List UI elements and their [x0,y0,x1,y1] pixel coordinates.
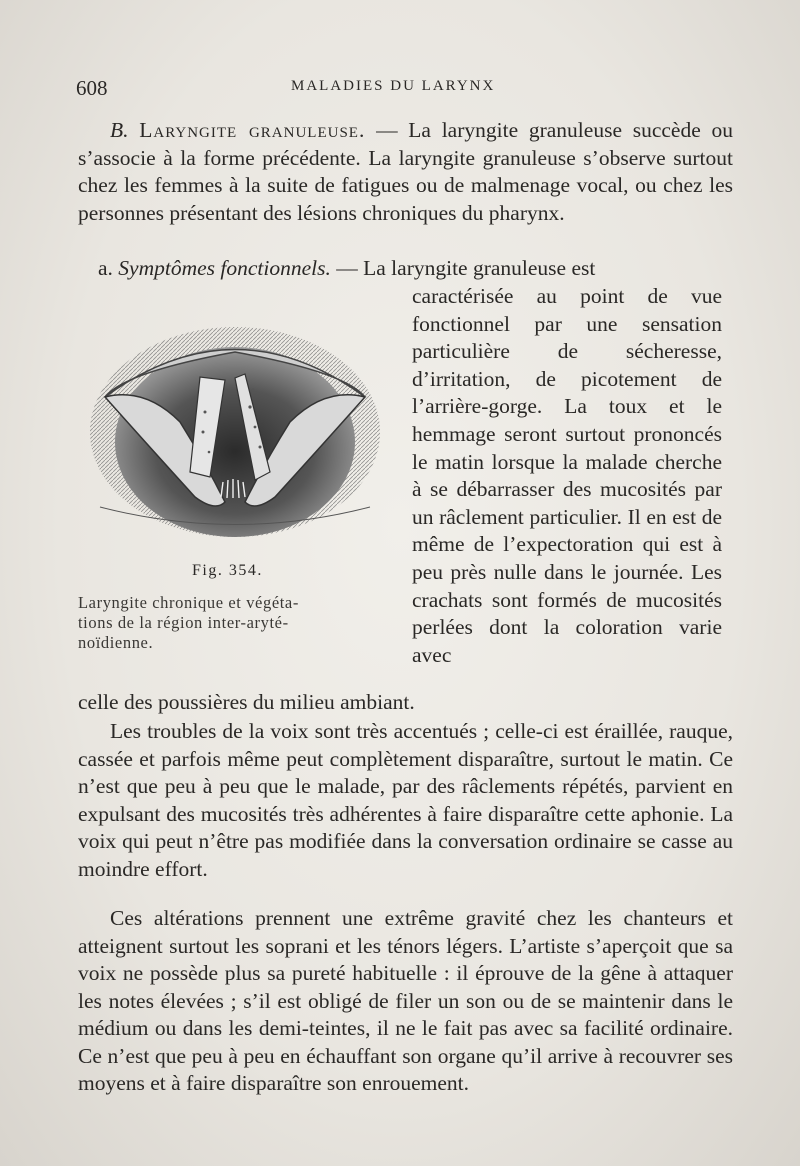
caption-line: tions de la région inter-aryté- [78,613,289,632]
larynx-illustration [85,312,385,547]
figure-number: Fig. 354. [192,562,263,579]
caption-line: noïdienne. [78,633,154,652]
subsection-heading-line [98,255,734,283]
page-header [76,76,736,102]
subsection-title: Symptômes fonctionnels. [118,256,331,280]
body-paragraph: Ces altérations prennent une extrême gravité chez les chanteurs et atteignent surtout les soprani et les ténors légers. L’artiste s’aperçoit que sa voix ne possède plus sa pureté habituelle : il éprouve de la gêne à attaquer les notes élevées ; s’il est obligé de filer un son ou de se maintenir dans le médium ou dans les demi-teintes, il ne le fait pas avec sa facilité ordinaire. Ce n’est que peu à peu en échauffant son organe qu’il arrive à recouvrer ses moyens et à faire disparaître son enrouement. [78,906,733,1095]
section-text: — La laryngite granuleuse succède ou s’associe à la forme précédente. La laryngite granuleuse s’observe surtout chez les femmes à la suite de fatigues ou de malmenage vocal, ou chez les personnes présentant des lésions chroniques du pharynx. [78,118,733,225]
subsection-letter: a. [98,256,113,280]
subsection-column-text: caractérisée au point de vue fonctionnel par une sensation particulière de sécheresse, d’irritation, de picotement de l’arrière-gorge. La toux et le hemmage seront surtout prononcés le matin lorsque la malade cherche à se débarrasser des mucosités par un râclement particulier. Il en est de même de l’expectoration qui est à peu près nulle dans le journée. Les crachats sont formés de mucosités perlées dont la coloration varie avec [412,284,722,667]
page-number: 608 [76,76,108,100]
figure-caption [78,593,396,653]
caption-line: Laryngite chronique et végéta- [78,593,299,612]
section-paragraph [78,117,733,227]
section-letter: B. [110,118,129,142]
subsection-text-continued: celle des poussières du milieu ambiant. [78,690,415,714]
section-title: Laryngite granuleuse. [139,118,366,142]
subsection-text-first: — La laryngite granuleuse est [330,256,596,280]
body-paragraph: Les troubles de la voix sont très accentués ; celle-ci est éraillée, rauque, cassée et parfois même peut complètement disparaître, surtout le matin. Ce n’est que peu à peu que le malade, par des râclements répétés, parvient en expulsant des mucosités très adhérentes à faire disparaître cette aphonie. La voix qui peut n’être pas modifiée dans la conversation ordinaire se casse au moindre effort. [78,719,733,881]
running-title: MALADIES DU LARYNX [291,78,496,94]
